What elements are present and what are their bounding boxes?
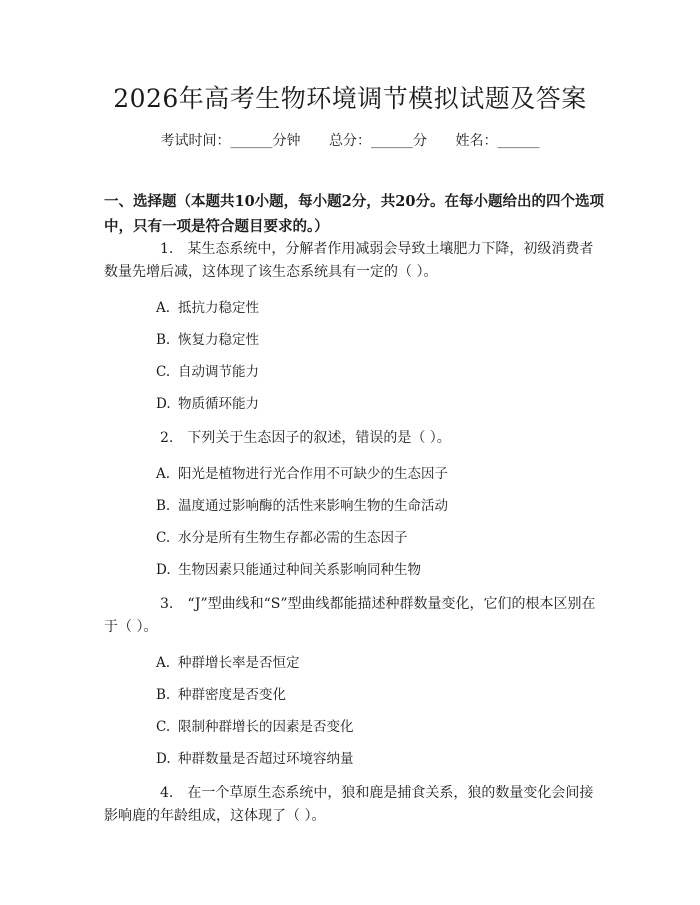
option-item [104, 298, 604, 318]
option-text: 限制种群增长的因素是否变化 [178, 719, 354, 735]
option-letter: B. [156, 498, 171, 514]
option-text: 物质循环能力 [178, 396, 259, 412]
option-letter: D. [156, 562, 171, 578]
option-letter: B. [156, 332, 171, 348]
question-number: 2. [160, 430, 174, 446]
option-item [104, 528, 604, 548]
question-number: 1. [160, 241, 174, 257]
option-letter: A. [156, 300, 171, 316]
section-heading: 一、选择题（本题共10小题，每小题2分，共20分。在每小题给出的四个选项中，只有一项是符合题目要求的。） [104, 193, 604, 235]
question-stem [104, 593, 604, 639]
option-text: 生物因素只能通过种间关系影响同种生物 [178, 562, 421, 578]
option-letter: A. [156, 466, 171, 482]
option-letter: A. [156, 655, 171, 671]
option-item [104, 560, 604, 580]
option-text: 阳光是植物进行光合作用不可缺少的生态因子 [178, 466, 448, 482]
option-text: 自动调节能力 [178, 364, 259, 380]
question-number: 4. [160, 785, 174, 801]
option-text: 种群密度是否变化 [178, 687, 286, 703]
question-text: 下列关于生态因子的叙述，错误的是（ ）。 [187, 430, 451, 446]
question-stem [104, 238, 604, 284]
option-text: 种群数量是否超过环境容纳量 [178, 751, 354, 767]
option-item [104, 653, 604, 673]
question-stem [104, 782, 604, 828]
option-letter: C. [156, 719, 171, 735]
exam-time-field: 考试时间：______分钟 [160, 133, 301, 149]
option-letter: B. [156, 687, 171, 703]
option-item [104, 362, 604, 382]
option-letter: D. [156, 396, 171, 412]
option-text: 抵抗力稳定性 [178, 300, 259, 316]
option-text: 温度通过影响酶的活性来影响生物的生命活动 [178, 498, 448, 514]
option-item [104, 496, 604, 516]
option-item [104, 464, 604, 484]
option-text: 恢复力稳定性 [178, 332, 259, 348]
question-text: “J”型曲线和“S”型曲线都能描述种群数量变化，它们的根本区别在于（ ）。 [104, 596, 596, 635]
option-item [104, 394, 604, 414]
total-score-field: 总分：______分 [329, 133, 427, 149]
page-title: 2026年高考生物环境调节模拟试题及答案 [113, 84, 587, 113]
option-item [104, 685, 604, 705]
option-letter: D. [156, 751, 171, 767]
question-text: 在一个草原生态系统中，狼和鹿是捕食关系，狼的数量变化会间接影响鹿的年龄组成，这体现了（ ）。 [104, 785, 594, 824]
exam-info-line [0, 131, 700, 151]
question-number: 3. [160, 596, 174, 612]
question-list [104, 238, 604, 842]
option-item [104, 749, 604, 769]
question-stem [104, 427, 604, 450]
option-text: 种群增长率是否恒定 [178, 655, 300, 671]
option-item [104, 330, 604, 350]
option-item [104, 717, 604, 737]
option-letter: C. [156, 364, 171, 380]
option-text: 水分是所有生物生存都必需的生态因子 [178, 530, 408, 546]
student-name-field: 姓名：______ [455, 133, 540, 149]
question-text: 某生态系统中，分解者作用减弱会导致土壤肥力下降，初级消费者数量先增后减，这体现了该生态系统具有一定的（ ）。 [104, 241, 594, 280]
option-letter: C. [156, 530, 171, 546]
